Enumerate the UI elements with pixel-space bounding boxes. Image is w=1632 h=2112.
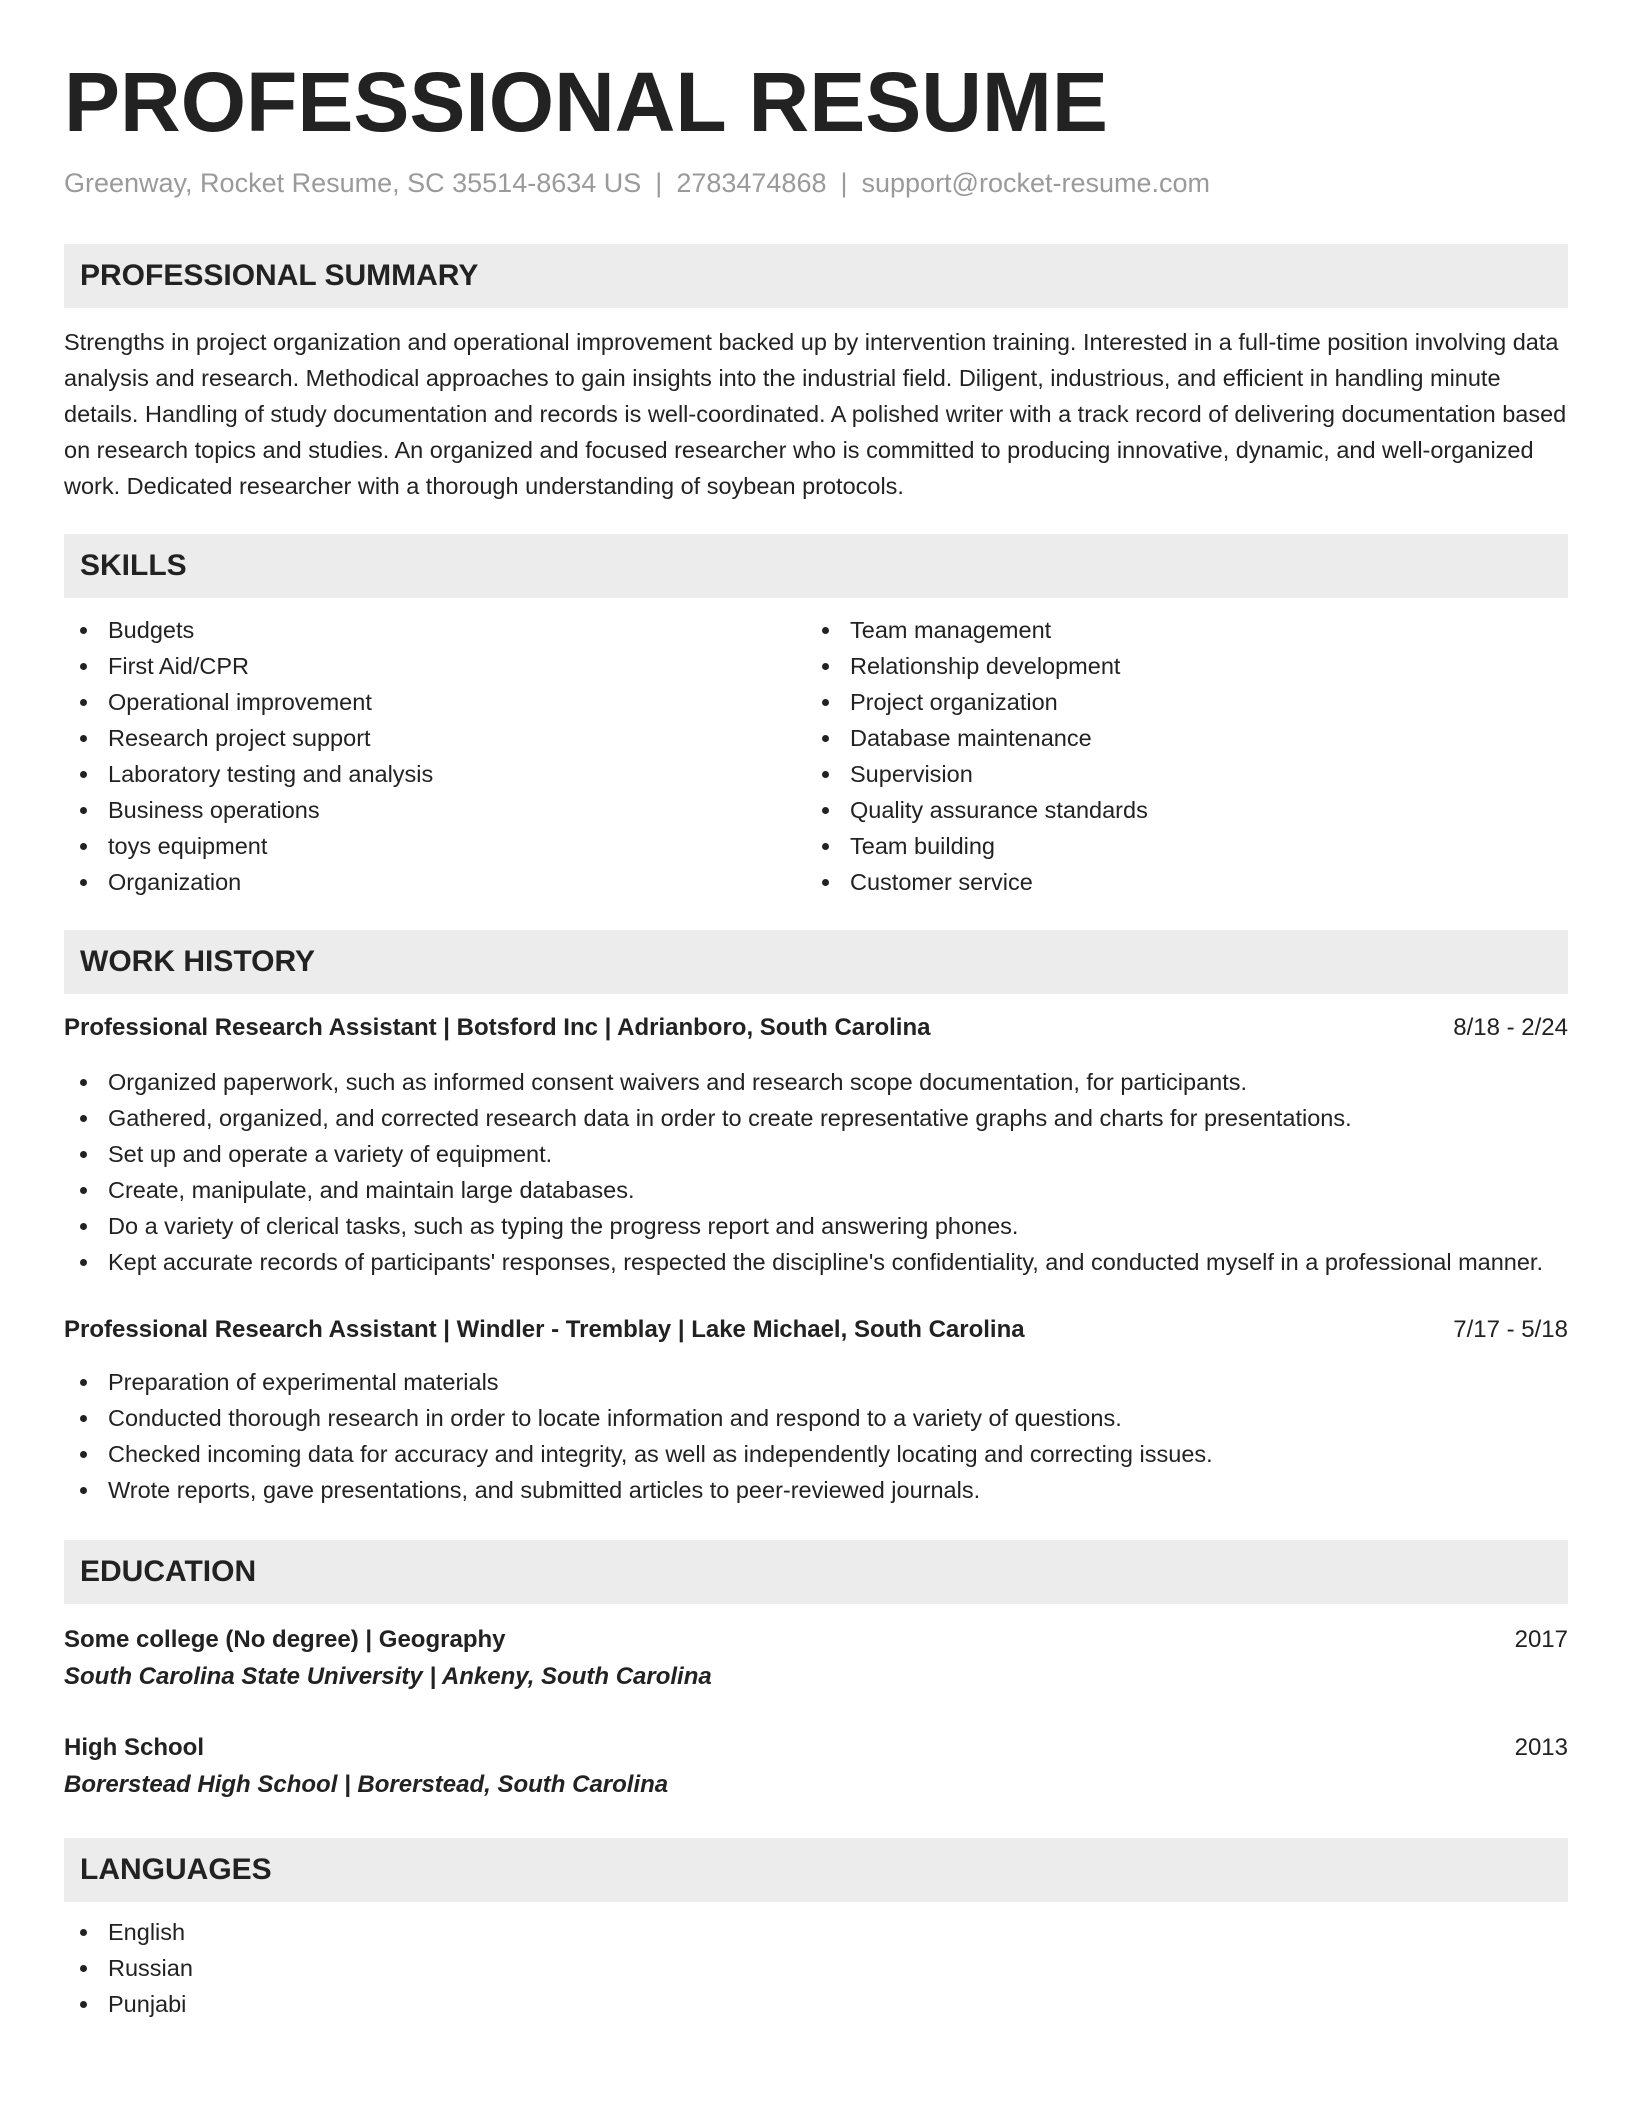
language-item: Russian [64, 1950, 1568, 1986]
summary-heading: PROFESSIONAL SUMMARY [64, 244, 1568, 308]
contact-phone: 2783474868 [676, 168, 827, 198]
job-bullet: Organized paperwork, such as informed consent waivers and research scope documentation, for participants. [64, 1064, 1568, 1100]
skills-column-left [64, 612, 806, 900]
skill-item: Database maintenance [806, 720, 1548, 756]
skills-heading: SKILLS [64, 534, 1568, 598]
job-bullets [64, 1364, 1568, 1508]
skills-grid [64, 612, 1568, 900]
job-header [64, 1010, 1568, 1046]
job-dates: 7/17 - 5/18 [1453, 1316, 1568, 1343]
job-bullet: Do a variety of clerical tasks, such as typing the progress report and answering phones. [64, 1208, 1568, 1244]
education-school: South Carolina State University | Ankeny, South Carolina [64, 1663, 712, 1690]
skill-item: Laboratory testing and analysis [64, 756, 806, 792]
job-bullet: Conducted thorough research in order to locate information and respond to a variety of questions. [64, 1400, 1568, 1436]
education-degree: High School [64, 1734, 204, 1761]
education-entry-header [64, 1622, 1568, 1658]
contact-separator: | [840, 168, 848, 198]
skill-item: Supervision [806, 756, 1548, 792]
job-bullet: Preparation of experimental materials [64, 1364, 1568, 1400]
skills-column-right [806, 612, 1548, 900]
language-item: Punjabi [64, 1986, 1568, 2022]
job-bullets [64, 1064, 1568, 1280]
skill-item: Customer service [806, 864, 1548, 900]
education-year: 2017 [1514, 1626, 1568, 1653]
job-dates: 8/18 - 2/24 [1453, 1014, 1568, 1041]
skill-item: Project organization [806, 684, 1548, 720]
skill-item: Budgets [64, 612, 806, 648]
job-title: Professional Research Assistant | Botsford Inc | Adrianboro, South Carolina [64, 1014, 931, 1041]
job-bullet: Checked incoming data for accuracy and integrity, as well as independently locating and correcting issues. [64, 1436, 1568, 1472]
education-degree: Some college (No degree) | Geography [64, 1626, 506, 1653]
job-bullet: Set up and operate a variety of equipment. [64, 1136, 1568, 1172]
resume-title: PROFESSIONAL RESUME [64, 55, 1108, 149]
job-bullet: Create, manipulate, and maintain large databases. [64, 1172, 1568, 1208]
education-school: Borerstead High School | Borerstead, South Carolina [64, 1771, 669, 1798]
skill-item: toys equipment [64, 828, 806, 864]
languages-list [64, 1914, 1568, 2022]
skill-item: Operational improvement [64, 684, 806, 720]
contact-separator: | [655, 168, 663, 198]
contact-address: Greenway, Rocket Resume, SC 35514-8634 US [64, 168, 642, 198]
skill-item: Quality assurance standards [806, 792, 1548, 828]
skill-item: Relationship development [806, 648, 1548, 684]
language-item: English [64, 1914, 1568, 1950]
contact-email: support@rocket-resume.com [861, 168, 1211, 198]
skill-item: Team management [806, 612, 1548, 648]
job-title: Professional Research Assistant | Windler - Tremblay | Lake Michael, South Carolina [64, 1316, 1025, 1343]
job-bullet: Wrote reports, gave presentations, and submitted articles to peer-reviewed journals. [64, 1472, 1568, 1508]
job-header [64, 1312, 1568, 1348]
education-entry-header [64, 1730, 1568, 1766]
skill-item: Team building [806, 828, 1548, 864]
job-bullet: Gathered, organized, and corrected research data in order to create representative graphs and charts for presentations. [64, 1100, 1568, 1136]
work-history-heading: WORK HISTORY [64, 930, 1568, 994]
education-heading: EDUCATION [64, 1540, 1568, 1604]
skill-item: Business operations [64, 792, 806, 828]
resume-page [64, 52, 1568, 2022]
summary-text: Strengths in project organization and operational improvement backed up by intervention training. Interested in a full-time position involving data analysis and research. Methodical approaches to gain insights into the industrial field. Diligent, industrious, and efficient in handling minute details. Handling of study documentation and records is well-coordinated. A polished writer with a track record of delivering documentation based on research topics and studies. An organized and focused researcher who is committed to producing innovative, dynamic, and well-organized work. Dedicated researcher with a thorough understanding of soybean protocols. [64, 329, 1567, 499]
job-bullet: Kept accurate records of participants' responses, respected the discipline's confidentiality, and conducted myself in a professional manner. [64, 1244, 1568, 1280]
languages-heading: LANGUAGES [64, 1838, 1568, 1902]
skill-item: Research project support [64, 720, 806, 756]
contact-line [64, 164, 1568, 202]
education-year: 2013 [1514, 1734, 1568, 1761]
skill-item: Organization [64, 864, 806, 900]
skill-item: First Aid/CPR [64, 648, 806, 684]
